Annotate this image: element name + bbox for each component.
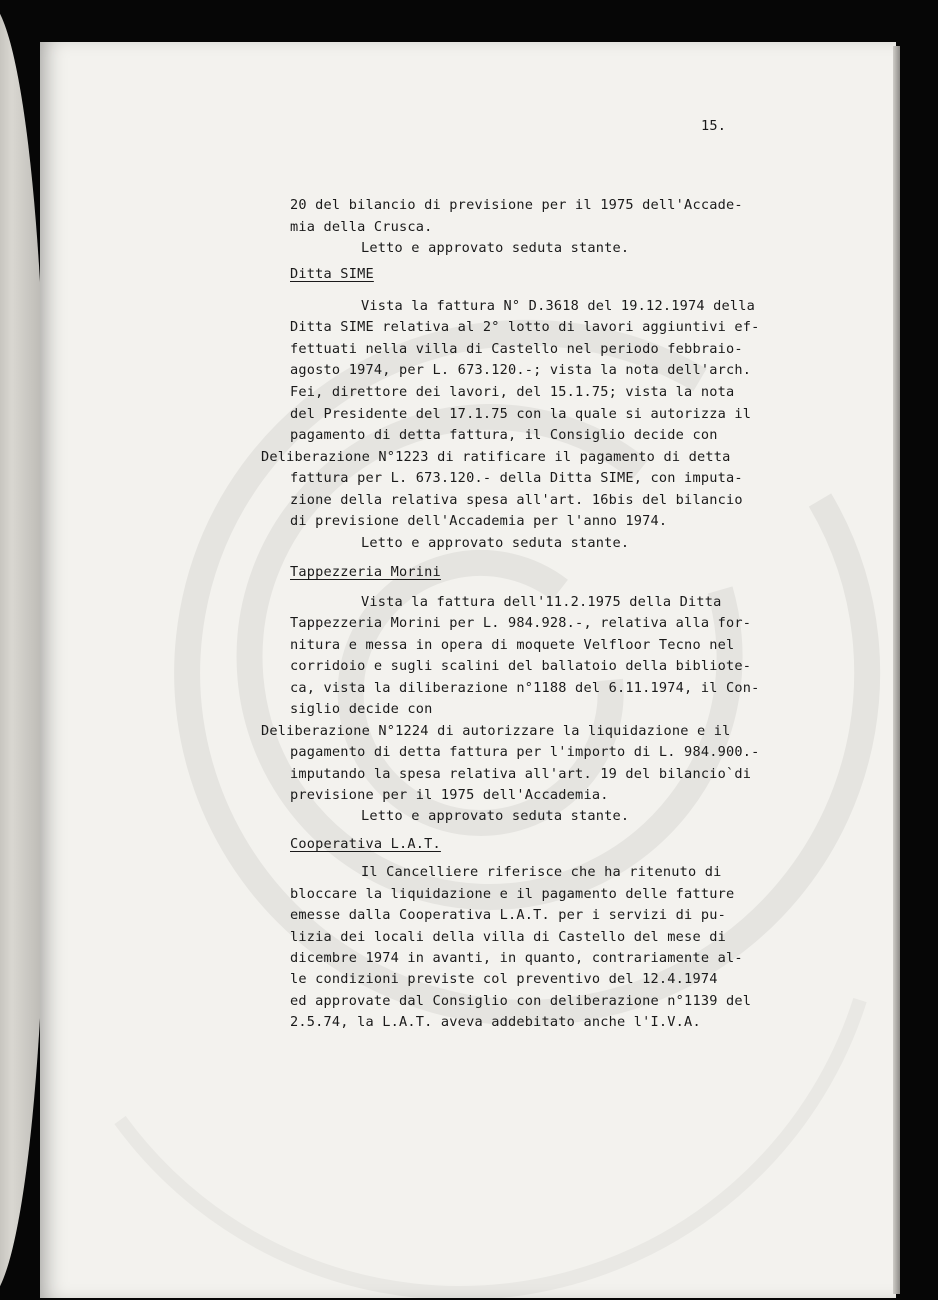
- text-line: imputando la spesa relativa all'art. 19 del bilancio`di: [290, 766, 752, 782]
- text-line: Fei, direttore dei lavori, del 15.1.75; vista la nota: [290, 384, 735, 400]
- text-line: dicembre 1974 in avanti, in quanto, contrariamente al-: [290, 950, 743, 966]
- text-line: previsione per il 1975 dell'Accademia.: [290, 787, 609, 803]
- section-heading: Ditta SIME: [290, 266, 374, 282]
- text-line: Letto e approvato seduta stante.: [361, 240, 630, 256]
- section-heading: Tappezzeria Morini: [290, 564, 441, 580]
- text-line: pagamento di detta fattura, il Consiglio decide con: [290, 427, 718, 443]
- text-line: Letto e approvato seduta stante.: [361, 808, 630, 824]
- text-line: nitura e messa in opera di moquete Velfloor Tecno nel: [290, 637, 735, 653]
- text-line: 20 del bilancio di previsione per il 1975 dell'Accade-: [290, 197, 743, 213]
- text-line: di previsione dell'Accademia per l'anno 1974.: [290, 513, 668, 529]
- page-number: 15.: [701, 118, 727, 134]
- page-stack-edge: [893, 46, 900, 1294]
- text-line: pagamento di detta fattura per l'importo di L. 984.900.-: [290, 744, 760, 760]
- section-heading: Cooperativa L.A.T.: [290, 836, 441, 852]
- text-line: fattura per L. 673.120.- della Ditta SIME, con imputa-: [290, 470, 743, 486]
- text-line: le condizioni previste col preventivo del 12.4.1974: [290, 971, 718, 987]
- text-line: Letto e approvato seduta stante.: [361, 535, 630, 551]
- text-line: siglio decide con: [290, 701, 433, 717]
- text-line: corridoio e sugli scalini del ballatoio della bibliote-: [290, 658, 752, 674]
- text-line: Deliberazione N°1224 di autorizzare la liquidazione e il: [261, 723, 731, 739]
- text-line: zione della relativa spesa all'art. 16bis del bilancio: [290, 492, 743, 508]
- text-line: Vista la fattura N° D.3618 del 19.12.1974 della: [361, 298, 756, 314]
- text-line: Ditta SIME relativa al 2° lotto di lavori aggiuntivi ef-: [290, 319, 760, 335]
- text-line: del Presidente del 17.1.75 con la quale si autorizza il: [290, 406, 752, 422]
- text-line: Tappezzeria Morini per L. 984.928.-, relativa alla for-: [290, 615, 752, 631]
- text-line: lizia dei locali della villa di Castello del mese di: [290, 929, 726, 945]
- text-line: ed approvate dal Consiglio con deliberazione n°1139 del: [290, 993, 752, 1009]
- text-line: fettuati nella villa di Castello nel periodo febbraio-: [290, 341, 743, 357]
- text-line: Vista la fattura dell'11.2.1975 della Ditta: [361, 594, 722, 610]
- text-line: agosto 1974, per L. 673.120.-; vista la nota dell'arch.: [290, 362, 752, 378]
- text-line: Deliberazione N°1223 di ratificare il pagamento di detta: [261, 449, 731, 465]
- text-line: mia della Crusca.: [290, 219, 433, 235]
- text-line: emesse dalla Cooperativa L.A.T. per i servizi di pu-: [290, 907, 726, 923]
- text-line: 2.5.74, la L.A.T. aveva addebitato anche l'I.V.A.: [290, 1014, 701, 1030]
- text-line: ca, vista la diliberazione n°1188 del 6.11.1974, il Con-: [290, 680, 760, 696]
- text-line: bloccare la liquidazione e il pagamento delle fatture: [290, 886, 735, 902]
- text-line: Il Cancelliere riferisce che ha ritenuto di: [361, 864, 722, 880]
